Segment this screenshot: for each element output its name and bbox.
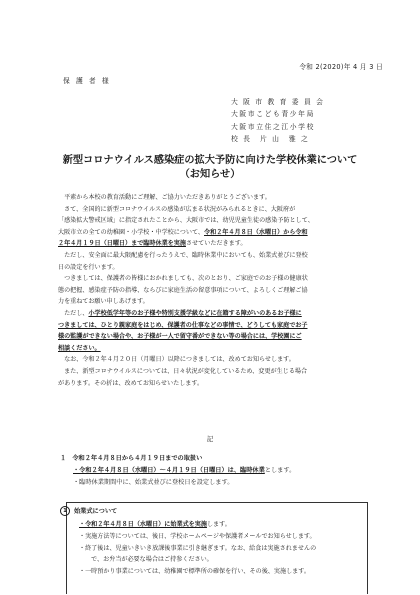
emphasis-text: 相談ください。: [58, 344, 101, 352]
paragraph-text: 「感染拡大警戒区域」に指定されたことから、大阪市では、幼児児童生徒の感染予防として、: [58, 217, 314, 225]
closure-item-text: ・令和２年４月８日（水曜日）～４月１９日（日曜日）は、臨時休業: [73, 467, 265, 474]
closure-period-text: ２年４月１９日（日曜日）まで臨時休業を実施: [58, 240, 186, 248]
issuer-line: 大阪市こども青少年局: [231, 110, 315, 119]
item-text: で、お弁当が必要な場合はご持参ください。: [91, 556, 213, 564]
section2-heading: [60, 506, 117, 516]
issue-date: 令和 2(2020)年 4 月 3 日: [299, 63, 383, 71]
paragraph-text: また、新型コロナウイルスについては、日々状況が変化しているため、変更が生じる場合: [64, 367, 308, 375]
paragraph-text: 大阪市立の全ての幼稚園・小学校・中学校について、: [58, 228, 205, 236]
issuer-line: 大阪市立住之江小学校: [231, 122, 315, 131]
recipient-line: 保 護 者 様: [63, 77, 111, 85]
ceremony-date-text: ・令和２年４月８日（水曜日）に始業式を実施: [79, 521, 207, 528]
issuer-block: [231, 96, 325, 145]
paragraph-text: つきましては、保護者の皆様におかれましても、次のとおり、ご家庭でのお子様の健康状: [64, 275, 308, 283]
emphasis-text: 小学校低学年等のお子様や特別支援学級などに在籍する障がいのあるお子様に: [88, 309, 302, 317]
paragraph-text: ただし、: [64, 309, 89, 317]
item-text: ・臨時休業期間中に、始業式並びに登校日を設定します。: [73, 478, 234, 486]
paragraph-text: さて、全国的に新型コロナウイルスの感染が広まる状況がみられるときに、大阪府が: [64, 205, 296, 213]
paragraph-text: があります。その折は、改めてお知らせいたします。: [58, 379, 204, 387]
closure-period-text: 令和２年４月８日（水曜日）から令和: [204, 228, 308, 236]
paragraph-text: 態の把握、感染症予防の指導、ならびに家庭生活の留意事項について、よろしくご理解ご協: [58, 286, 308, 294]
paragraph-text: 平素から本校の教育活動にご理解、ご協力いただきありがとうございます。: [64, 194, 271, 201]
item-text: します。: [206, 521, 231, 528]
paragraph-text: なお、令和２年４月２０日（月曜日）以降につきましては、改めてお知らせします。: [64, 356, 295, 364]
emphasis-text: 様の監護ができない場合や、お子様が一人で留守番ができない等の場合には、学校園にご: [58, 333, 302, 341]
section1-heading: １ 令和２年４月８日から４月１９日までの取扱い: [60, 455, 203, 462]
item-text: ・実施方法等については、後日、学校ホームページや保護者メールでお知らせします。: [79, 532, 316, 540]
paragraph-text: させていただきます。: [185, 240, 247, 248]
paragraph-text: 力を重ねてお願い申しあげます。: [58, 298, 149, 306]
item-text: ・終了後は、児童いきいき放課後事業に引き継ぎます。なお、給食は実施されませんの: [79, 544, 317, 552]
emphasis-text: つきましては、ひとり親家庭をはじめ、保護者の仕事などの事情で、どうしても家庭でお子: [58, 321, 308, 329]
issuer-line: 校 長 片 山 雅 之: [231, 134, 310, 143]
title-line: 新型コロナウイルス感染症の拡大予防に向けた学校休業について: [62, 155, 358, 166]
paragraph-text: ただし、安全面に最大限配慮を行ったうえで、臨時休業中においても、始業式並びに登校: [64, 251, 308, 259]
body-text: [58, 192, 376, 389]
item-text: ・一時預かり事業については、幼稚園で標準所の確保を行い、その後、実施します。: [79, 568, 310, 576]
section2-items: [79, 519, 316, 578]
section2-title: 始業式について: [74, 508, 118, 515]
title-subline: （お知らせ）: [179, 169, 241, 180]
paragraph-text: 日の設定を行います。: [58, 263, 119, 271]
section1-items: [73, 465, 295, 488]
document-title: [0, 154, 420, 182]
ki-marker: 記: [206, 435, 214, 443]
circled-number-icon: 1: [60, 506, 70, 516]
item-text: とします。: [264, 467, 296, 474]
issuer-line: 大 阪 市 教 育 委 員 会: [231, 98, 325, 106]
